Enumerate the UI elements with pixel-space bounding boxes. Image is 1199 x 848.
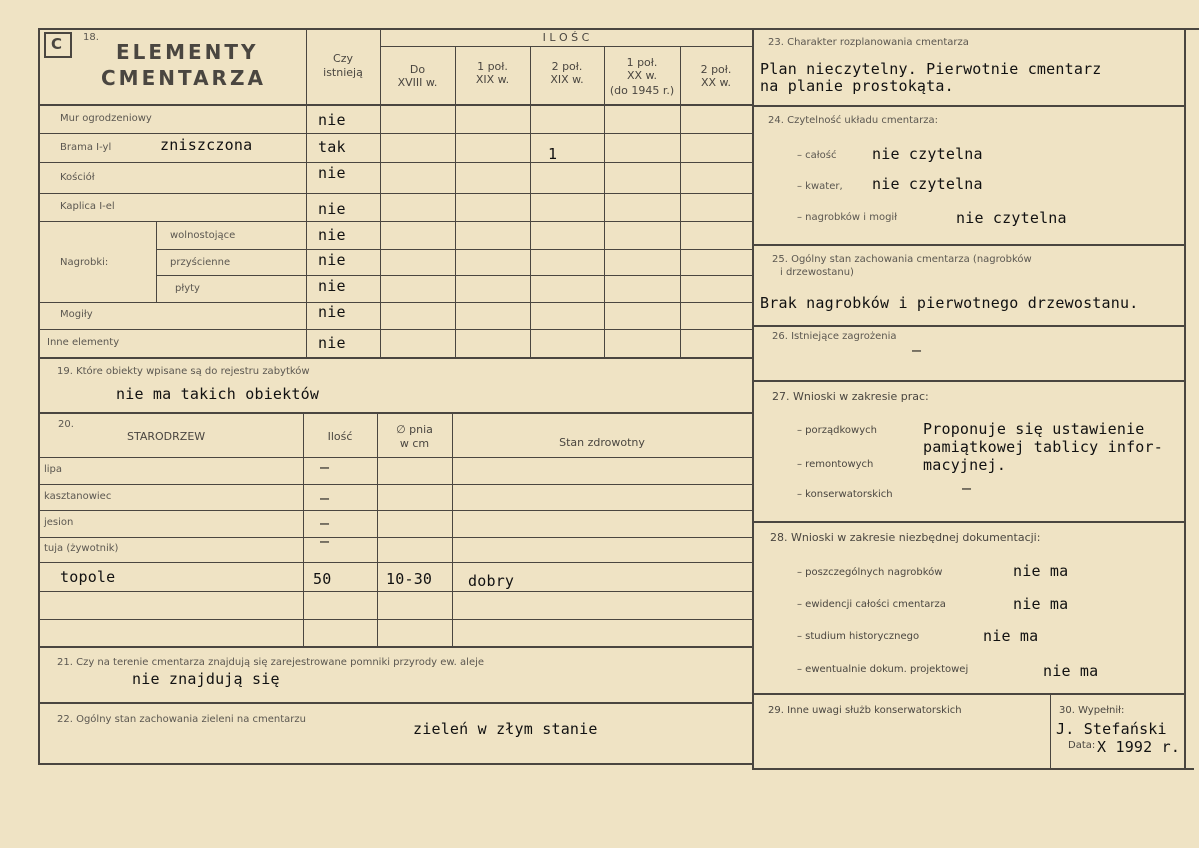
q27-label: 27. Wnioski w zakresie prac: <box>772 390 929 403</box>
q19-label: 19. Które obiekty wpisane są do rejestru zabytków <box>57 366 310 377</box>
q19-answer: nie ma takich obiektów <box>116 385 320 403</box>
tree-qty-ash: – <box>320 514 330 532</box>
q21-answer: nie znajdują się <box>132 670 280 688</box>
exists-wall-mounted: nie <box>318 251 346 269</box>
tree-species-lime: lipa <box>44 464 63 475</box>
q24-answer-whole: nie czytelna <box>872 145 983 163</box>
q27-item-repair: – remontowych <box>797 459 874 470</box>
element-label-wall-mounted: przyścienne <box>170 257 231 268</box>
q27-item-cleanup: – porządkowych <box>797 425 877 436</box>
q28-answer-project: nie ma <box>1043 662 1099 680</box>
gate-note: zniszczona <box>160 136 253 154</box>
q23-answer-line1: Plan nieczytelny. Pierwotnie cmentarz <box>760 60 1102 78</box>
q26-label: 26. Istniejące zagrożenia <box>772 331 897 342</box>
period-3-line2: XIX w. <box>550 73 584 86</box>
q20-col-health: Stan zdrowotny <box>559 436 645 449</box>
period-2-line2: XIX w. <box>475 73 510 86</box>
gate-count-2nd-half-19c: 1 <box>548 145 558 163</box>
q24-item-quarters: – kwater, <box>797 181 843 192</box>
q25-label-line2: i drzewostanu) <box>780 267 854 278</box>
q28-label: 28. Wnioski w zakresie niezbędnej dokumentacji: <box>770 531 1041 544</box>
exists-slabs: nie <box>318 277 346 295</box>
tree-species-chestnut: kasztanowiec <box>44 491 112 502</box>
q23-answer-line2: na planie prostokąta. <box>760 77 954 95</box>
exists-church: nie <box>318 164 346 182</box>
exists-chapel: nie <box>318 200 346 218</box>
q21-label: 21. Czy na terenie cmentarza znajdują się zarejestrowane pomniki przyrody ew. aleje <box>57 657 485 668</box>
element-label-gate: Brama I-yl <box>60 142 112 153</box>
tree-diameter-poplar: 10-30 <box>386 570 433 588</box>
q28-item-records: – ewidencji całości cmentarza <box>797 599 946 610</box>
element-label-church: Kościół <box>60 172 95 183</box>
q27-answer-conservation: – <box>962 479 972 497</box>
form-code: C <box>51 35 63 53</box>
element-label-chapel: Kaplica I-el <box>60 201 115 212</box>
tree-health-poplar: dobry <box>468 572 515 590</box>
exists-gate: tak <box>318 138 346 156</box>
filled-date: X 1992 r. <box>1097 738 1181 756</box>
q28-answer-tombstones: nie ma <box>1013 562 1069 580</box>
exists-header-1: Czy <box>333 52 353 65</box>
q25-answer: Brak nagrobków i pierwotnego drzewostanu. <box>760 294 1139 312</box>
exists-freestanding: nie <box>318 226 346 244</box>
q25-label-line1: 25. Ogólny stan zachowania cmentarza (nagrobków <box>772 254 1032 265</box>
period-2-line1: 1 poł. <box>477 60 508 73</box>
tree-qty-thuja: – <box>320 532 330 550</box>
q20-col-qty: Ilość <box>327 430 353 443</box>
q22-label: 22. Ogólny stan zachowania zieleni na cmentarzu <box>57 714 306 725</box>
section-18-title-line2: CMENTARZA <box>101 66 266 90</box>
element-label-graves: Mogiły <box>60 309 93 320</box>
filled-by-name: J. Stefański <box>1056 720 1167 738</box>
tree-species-poplar: topole <box>60 568 116 586</box>
exists-wall: nie <box>318 111 346 129</box>
q22-answer: zieleń w złym stanie <box>413 720 598 738</box>
q24-label: 24. Czytelność układu cmentarza: <box>768 115 939 126</box>
tree-qty-chestnut: – <box>320 489 330 507</box>
tree-qty-lime: – <box>320 458 330 476</box>
period-4-line2: XX w. <box>626 69 658 82</box>
exists-header-2: istnieją <box>323 66 363 79</box>
q28-answer-records: nie ma <box>1013 595 1069 613</box>
tree-species-thuja: tuja (żywotnik) <box>44 543 119 554</box>
q27-answer-line3: macyjnej. <box>923 456 1007 474</box>
q29-label: 29. Inne uwagi służb konserwatorskich <box>768 705 962 716</box>
period-5-line1: 2 poł. <box>700 63 732 76</box>
q27-answer-line1: Proponuje się ustawienie <box>923 420 1145 438</box>
tree-qty-poplar: 50 <box>313 570 332 588</box>
period-4-line3: (do 1945 r.) <box>609 84 675 97</box>
q26-answer: – <box>912 341 922 359</box>
element-label-freestanding: wolnostojące <box>170 230 236 241</box>
q20-col-diameter-2: w cm <box>399 437 430 450</box>
q24-answer-quarters: nie czytelna <box>872 175 983 193</box>
q20-col-species: STARODRZEW <box>127 430 206 443</box>
element-label-other: Inne elementy <box>47 337 120 348</box>
form-code-box <box>44 32 72 58</box>
q27-answer-line2: pamiątkowej tablicy infor- <box>923 438 1163 456</box>
q24-item-tombstones: – nagrobków i mogił <box>797 212 898 223</box>
q30-label: 30. Wypełnił: <box>1059 705 1125 716</box>
q28-item-history: – studium historycznego <box>797 631 920 642</box>
exists-other: nie <box>318 334 346 352</box>
period-4-line1: 1 poł. <box>626 56 658 69</box>
q20-number: 20. <box>58 419 74 430</box>
tree-species-ash: jesion <box>44 517 74 528</box>
section-18-number: 18. <box>83 32 99 43</box>
period-1-line1: Do <box>409 63 426 76</box>
exists-graves: nie <box>318 303 346 321</box>
q28-item-project: – ewentualnie dokum. projektowej <box>797 664 969 675</box>
element-label-wall: Mur ogrodzeniowy <box>60 113 152 124</box>
q24-item-whole: – całość <box>797 150 837 161</box>
period-3-line1: 2 poł. <box>551 60 583 73</box>
element-label-slabs: płyty <box>175 283 200 294</box>
period-5-line2: XX w. <box>700 76 732 89</box>
q24-answer-tombstones: nie czytelna <box>956 209 1067 227</box>
q20-col-diameter-1: ∅ pnia <box>396 423 433 436</box>
q28-item-tombstones: – poszczególnych nagrobków <box>797 567 943 578</box>
q27-item-conservation: – konserwatorskich <box>797 489 893 500</box>
q28-answer-history: nie ma <box>983 627 1039 645</box>
period-1-line2: XVIII w. <box>397 76 438 89</box>
date-label: Data: <box>1068 740 1096 751</box>
q23-label: 23. Charakter rozplanowania cmentarza <box>768 37 969 48</box>
element-group-tombstones: Nagrobki: <box>60 257 109 268</box>
section-18-title-line1: ELEMENTY <box>116 40 259 64</box>
quantity-header: I L O Ś C <box>542 31 590 44</box>
